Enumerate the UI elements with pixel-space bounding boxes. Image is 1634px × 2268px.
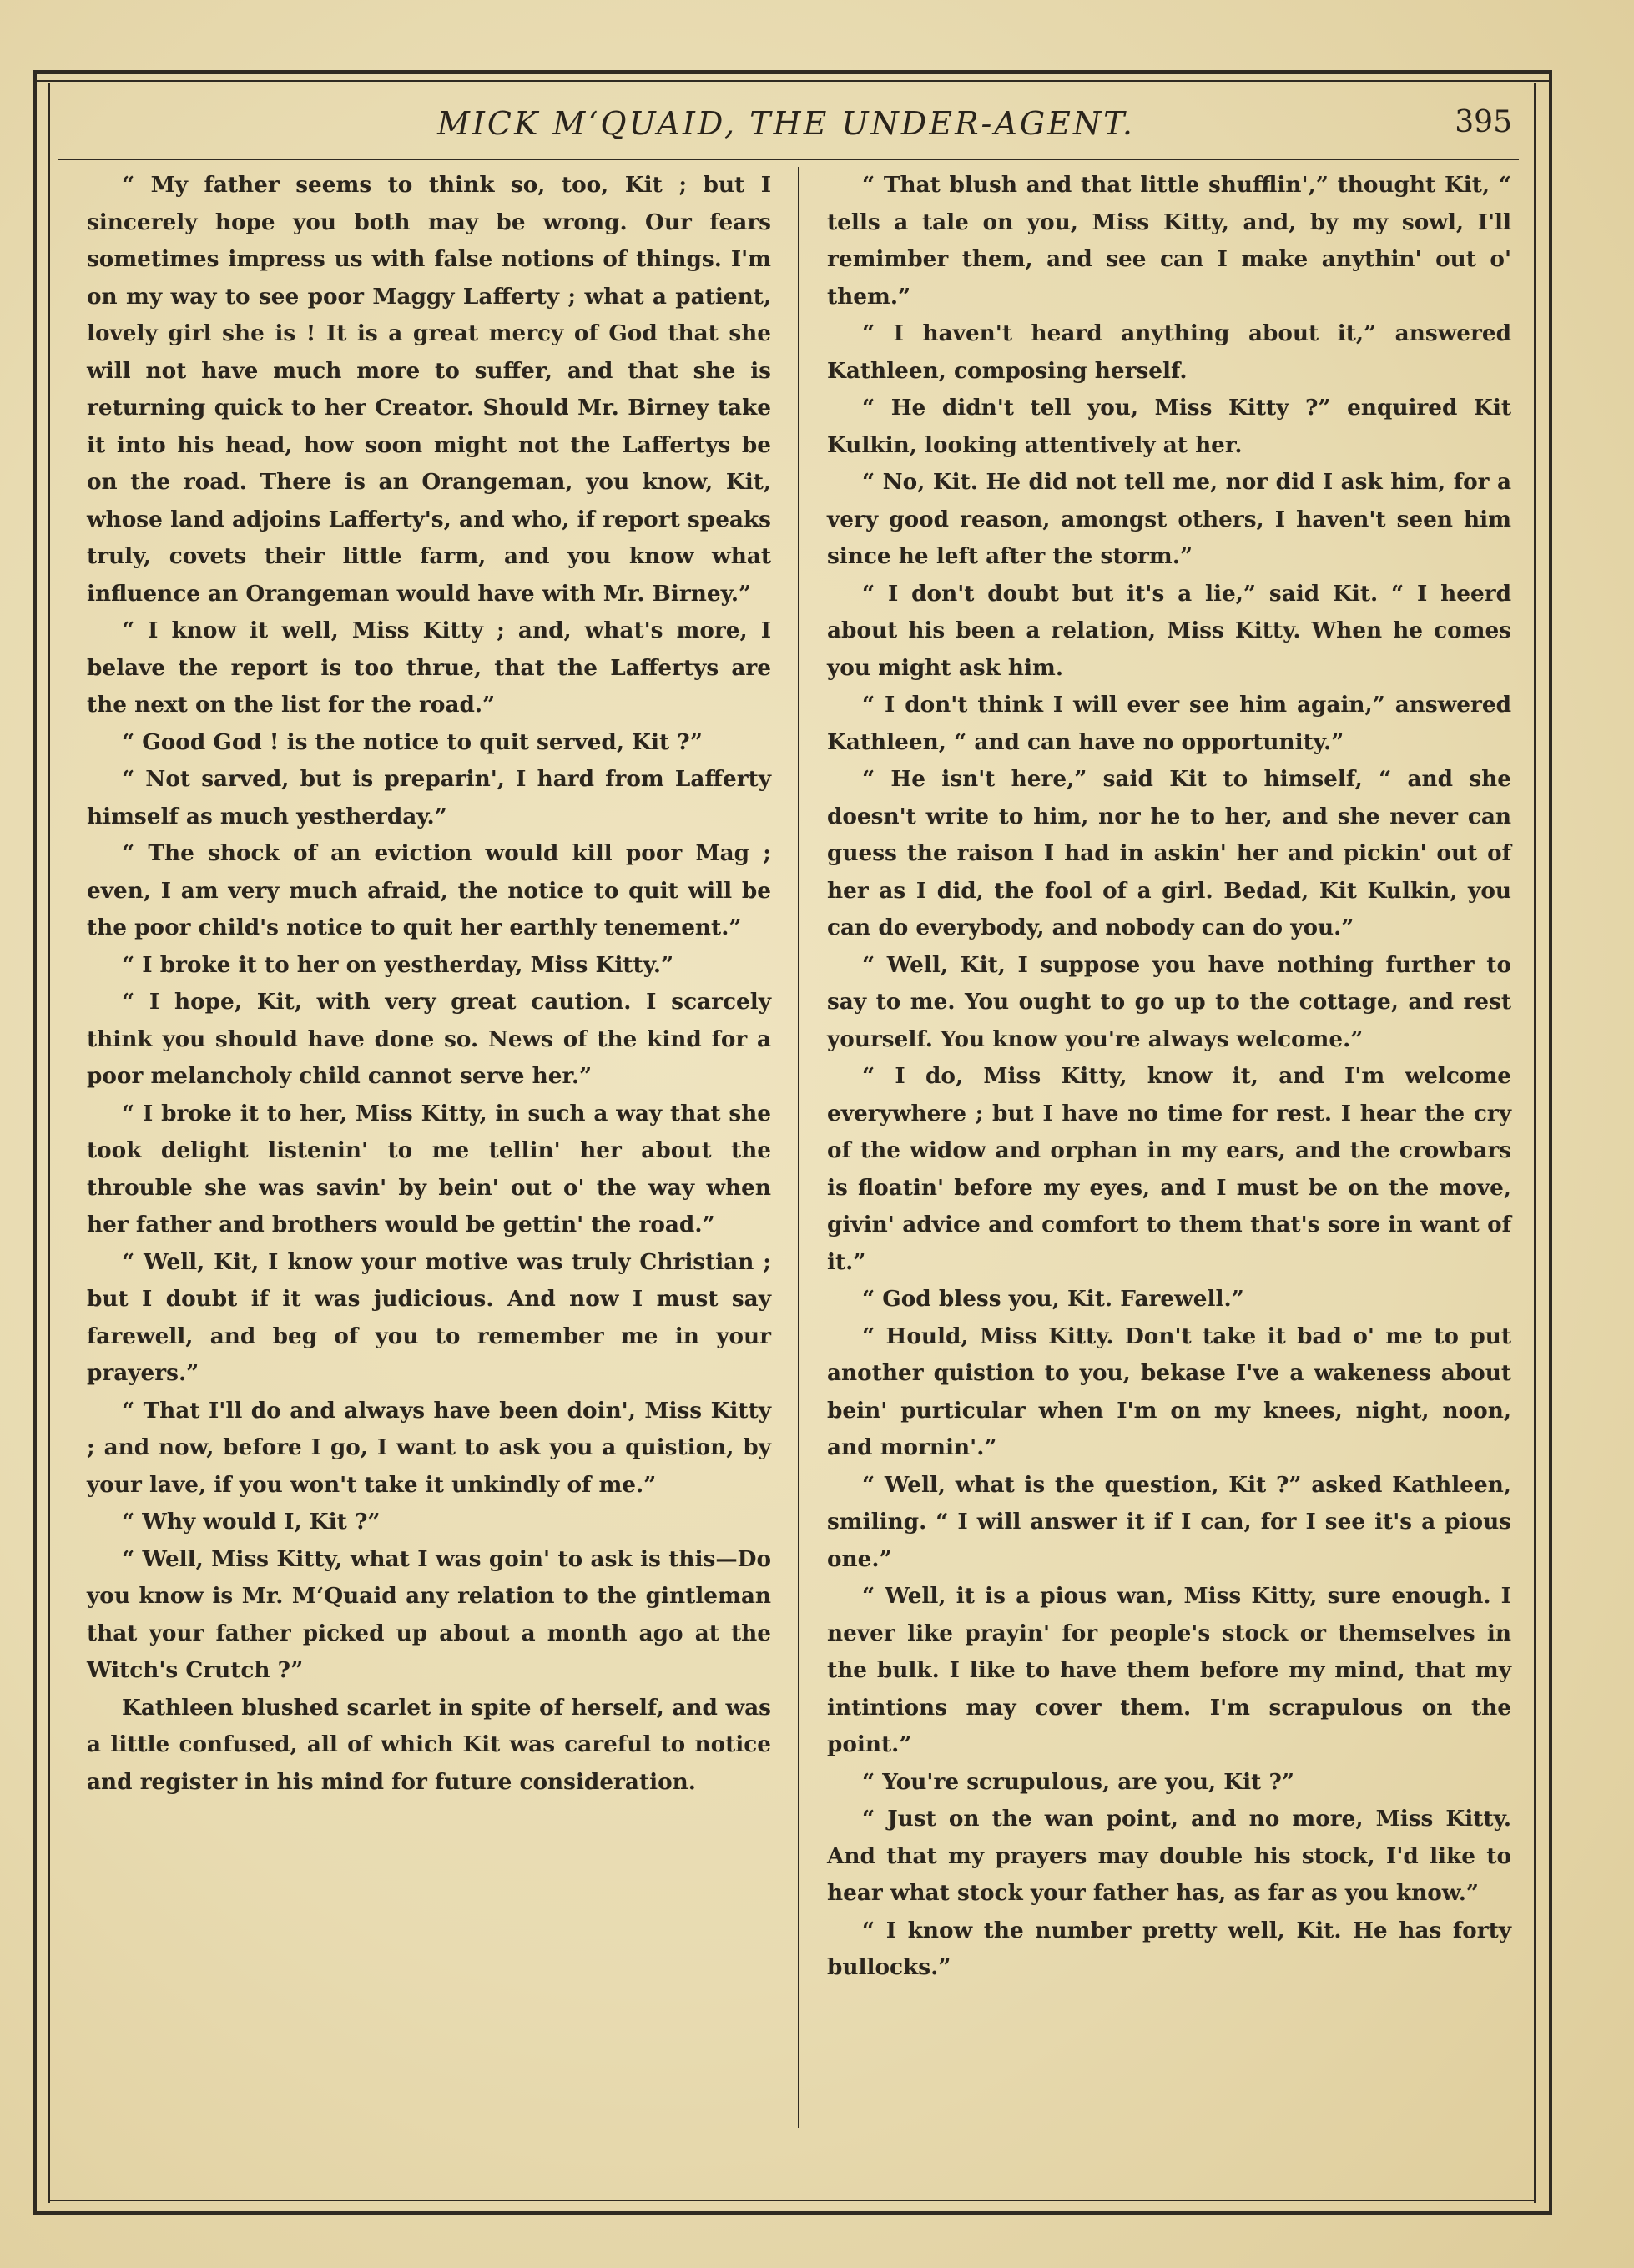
paragraph: “ That blush and that little shufflin',” thought Kit, “ tells a tale on you, Miss Kitty, and, by my sowl, I'll remimber them, and see can I make anythin' out o' them.” — [827, 172, 1511, 310]
paragraph: “ He didn't tell you, Miss Kitty ?” enquired Kit Kulkin, looking attentively at her. — [827, 395, 1511, 458]
paragraph: “ I haven't heard anything about it,” answered Kathleen, composing herself. — [827, 320, 1511, 384]
paragraph: “ He isn't here,” said Kit to himself, “ and she doesn't write to him, nor he to her, and she never can guess the raison I had in askin' her and pickin' out of her as I did, the fool of a girl. Bedad, Kit Kulkin, you can do everybody, and nobody can do you.” — [827, 766, 1511, 940]
paragraph: “ Well, it is a pious wan, Miss Kitty, sure enough. I never like prayin' for people's stock or themselves in the bulk. I like to have them before my mind, that my intintions may cover them. I'm scrapulous on the point.” — [827, 1583, 1511, 1757]
paragraph: “ Well, Kit, I suppose you have nothing further to say to me. You ought to go up to the cottage, and rest yourself. You know you're always welcome.” — [827, 951, 1511, 1052]
paragraph: Kathleen blushed scarlet in spite of herself, and was a little confused, all of which Kit was careful to notice and register in his mind for future consideration. — [87, 1694, 771, 1795]
paragraph: “ No, Kit. He did not tell me, nor did I ask him, for a very good reason, amongst others, I haven't seen him since he left after the storm.” — [827, 469, 1511, 569]
paragraph: “ Good God ! is the notice to quit served, Kit ?” — [122, 728, 703, 755]
column-divider — [798, 167, 799, 2128]
paragraph: “ I know the number pretty well, Kit. He has forty bullocks.” — [827, 1917, 1511, 1980]
bottom-rule-thin — [48, 2200, 1536, 2201]
paragraph: “ You're scrupulous, are you, Kit ?” — [862, 1768, 1294, 1795]
paragraph: “ Just on the wan point, and no more, Miss Kitty. And that my prayers may double his stock, I'd like to hear what stock your father has, as far as you know.” — [827, 1806, 1511, 1906]
paragraph: “ I broke it to her, Miss Kitty, in such a way that she took delight listenin' to me tellin' her about the throuble she was savin' by bein' out o' the way when her father and brothers would be gettin' the road.” — [87, 1100, 771, 1237]
paragraph: “ God bless you, Kit. Farewell.” — [862, 1286, 1244, 1312]
paragraph: “ My father seems to think so, too, Kit ; but I sincerely hope you both may be wrong. Our fears sometimes impress us with false notions of things. I'm on my way to see poor Maggy Lafferty ; what a patient, lovely girl she is ! It is a great mercy of God that she will not have much more to suffer, and that she is returning quick to her Creator. Should Mr. Birney take it into his head, how soon might not the Laffertys be on the road. There is an Orangeman, you know, Kit, whose land adjoins Lafferty's, and who, if report speaks truly, covets their little farm, and you know what influence an Orangeman would have with Mr. Birney.” — [87, 172, 771, 607]
paragraph: “ Why would I, Kit ?” — [122, 1509, 381, 1535]
right-border-outer — [1549, 70, 1552, 2215]
paragraph: “ I don't doubt but it's a lie,” said Kit. “ I heerd about his been a relation, Miss Kitty. When he comes you might ask him. — [827, 580, 1511, 681]
paragraph: “ Well, what is the question, Kit ?” asked Kathleen, smiling. “ I will answer it if I can, for I see it's a pious one.” — [827, 1471, 1511, 1572]
left-border-outer — [33, 70, 37, 2215]
top-rule-thick — [33, 70, 1552, 74]
header-rule — [58, 159, 1519, 160]
paragraph: “ Well, Miss Kitty, what I was goin' to ask is this—Do you know is Mr. M‘Quaid any relation to the gintleman that your father picked up about a month ago at the Witch's Crutch ?” — [87, 1545, 771, 1683]
left-border-inner — [48, 83, 50, 2203]
paragraph: “ I know it well, Miss Kitty ; and, what's more, I belave the report is too thrue, that the Laffertys are the next on the list for the road.” — [87, 617, 771, 718]
top-rule-thin — [33, 80, 1552, 82]
right-border-inner — [1534, 83, 1536, 2203]
paragraph: “ The shock of an eviction would kill poor Mag ; even, I am very much afraid, the notice to quit will be the poor child's notice to quit her earthly tenement.” — [87, 840, 771, 940]
running-title: MICK M‘QUAID, THE UNDER-AGENT. — [436, 105, 1136, 142]
bottom-rule-thick — [33, 2211, 1552, 2215]
left-column — [87, 167, 771, 1801]
paragraph: “ That I'll do and always have been doin', Miss Kitty ; and now, before I go, I want to ask you a quistion, by your lave, if you won't take it unkindly of me.” — [87, 1397, 771, 1498]
page-number: 395 — [1455, 105, 1512, 139]
paragraph: “ Hould, Miss Kitty. Don't take it bad o' me to put another quistion to you, bekase I've a wakeness about bein' purticular when I'm on my knees, night, noon, and mornin'.” — [827, 1323, 1511, 1460]
paragraph: “ I hope, Kit, with very great caution. I scarcely think you should have done so. News of the kind for a poor melancholy child cannot serve her.” — [87, 989, 771, 1089]
paragraph: “ I broke it to her on yestherday, Miss Kitty.” — [122, 951, 674, 978]
paragraph: “ Not sarved, but is preparin', I hard from Lafferty himself as much yestherday.” — [87, 766, 771, 829]
paragraph: “ I do, Miss Kitty, know it, and I'm welcome everywhere ; but I have no time for rest. I hear the cry of the widow and orphan in my ears, and the crowbars is floatin' before my eyes, and I must be on the move, givin' advice and comfort to them that's sore in want of it.” — [827, 1063, 1511, 1275]
page-header — [60, 102, 1512, 152]
paragraph: “ I don't think I will ever see him again,” answered Kathleen, “ and can have no opportunity.” — [827, 692, 1511, 755]
right-column — [827, 167, 1511, 1987]
paragraph: “ Well, Kit, I know your motive was truly Christian ; but I doubt if it was judicious. And now I must say farewell, and beg of you to remember me in your prayers.” — [87, 1248, 771, 1386]
